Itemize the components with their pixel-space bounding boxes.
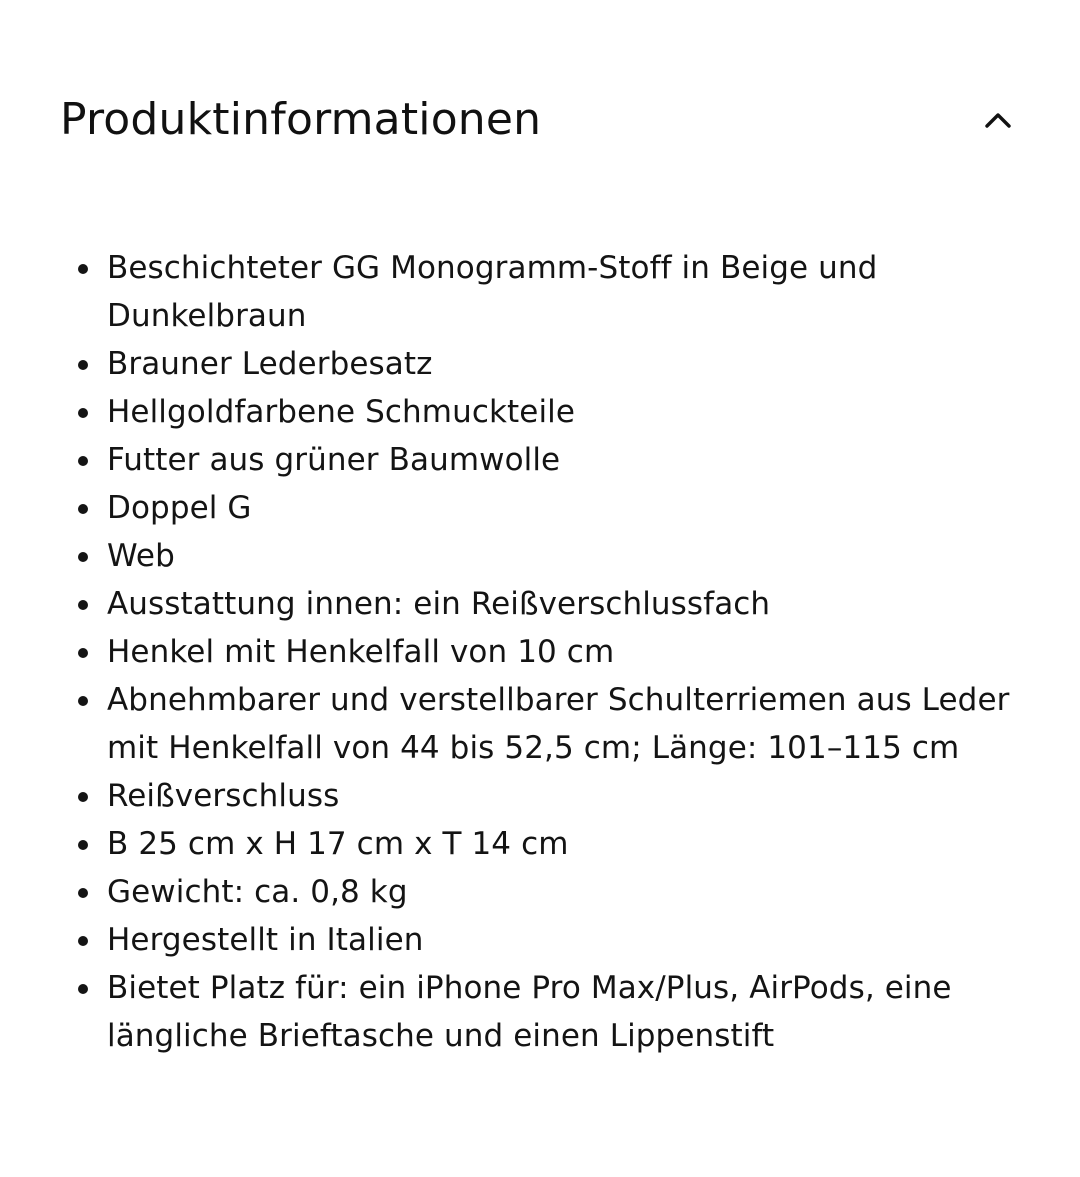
list-item-text: Bietet Platz für: ein iPhone Pro Max/Plus, AirPods, eine längliche Brieftasche und einen Lippenstift xyxy=(107,970,952,1054)
bullet-icon xyxy=(78,792,88,802)
list-item-text: Brauner Lederbesatz xyxy=(107,346,433,382)
list-item xyxy=(70,916,1030,964)
list-item-text: Futter aus grüner Baumwolle xyxy=(107,442,561,478)
list-item-text: Web xyxy=(107,538,175,574)
list-item-text: Gewicht: ca. 0,8 kg xyxy=(107,874,408,910)
list-item-text: Abnehmbarer und verstellbarer Schulterriemen aus Leder mit Henkelfall von 44 bis 52,5 cm; Länge: 101–115 cm xyxy=(107,682,1010,766)
list-item xyxy=(70,340,1030,388)
bullet-icon xyxy=(78,648,88,658)
list-item-text: B 25 cm x H 17 cm x T 14 cm xyxy=(107,826,569,862)
list-item-text: Hellgoldfarbene Schmuckteile xyxy=(107,394,576,430)
list-item xyxy=(70,964,1030,1060)
list-item-text: Hergestellt in Italien xyxy=(107,922,424,958)
list-item xyxy=(70,628,1030,676)
bullet-icon xyxy=(78,456,88,466)
list-item xyxy=(70,676,1030,772)
list-item xyxy=(70,868,1030,916)
list-item-text: Henkel mit Henkelfall von 10 cm xyxy=(107,634,615,670)
list-item xyxy=(70,580,1030,628)
list-item xyxy=(70,484,1030,532)
bullet-icon xyxy=(78,360,88,370)
bullet-icon xyxy=(78,552,88,562)
bullet-icon xyxy=(78,984,88,994)
list-item xyxy=(70,436,1030,484)
bullet-icon xyxy=(78,696,88,706)
section-title: Produktinformationen xyxy=(60,94,542,145)
list-item xyxy=(70,820,1030,868)
bullet-icon xyxy=(78,888,88,898)
bullet-icon xyxy=(78,840,88,850)
bullet-icon xyxy=(78,504,88,514)
product-details-list xyxy=(70,244,1030,1060)
bullet-icon xyxy=(78,600,88,610)
bullet-icon xyxy=(78,264,88,274)
bullet-icon xyxy=(78,936,88,946)
list-item-text: Doppel G xyxy=(107,490,252,526)
list-item xyxy=(70,388,1030,436)
list-item xyxy=(70,244,1030,340)
bullet-icon xyxy=(78,408,88,418)
chevron-up-icon[interactable] xyxy=(978,100,1018,140)
list-item xyxy=(70,532,1030,580)
product-info-accordion-header[interactable] xyxy=(60,88,1020,152)
list-item xyxy=(70,772,1030,820)
list-item-text: Ausstattung innen: ein Reißverschlussfach xyxy=(107,586,771,622)
list-item-text: Reißverschluss xyxy=(107,778,340,814)
list-item-text: Beschichteter GG Monogramm-Stoff in Beige und Dunkelbraun xyxy=(107,250,878,334)
